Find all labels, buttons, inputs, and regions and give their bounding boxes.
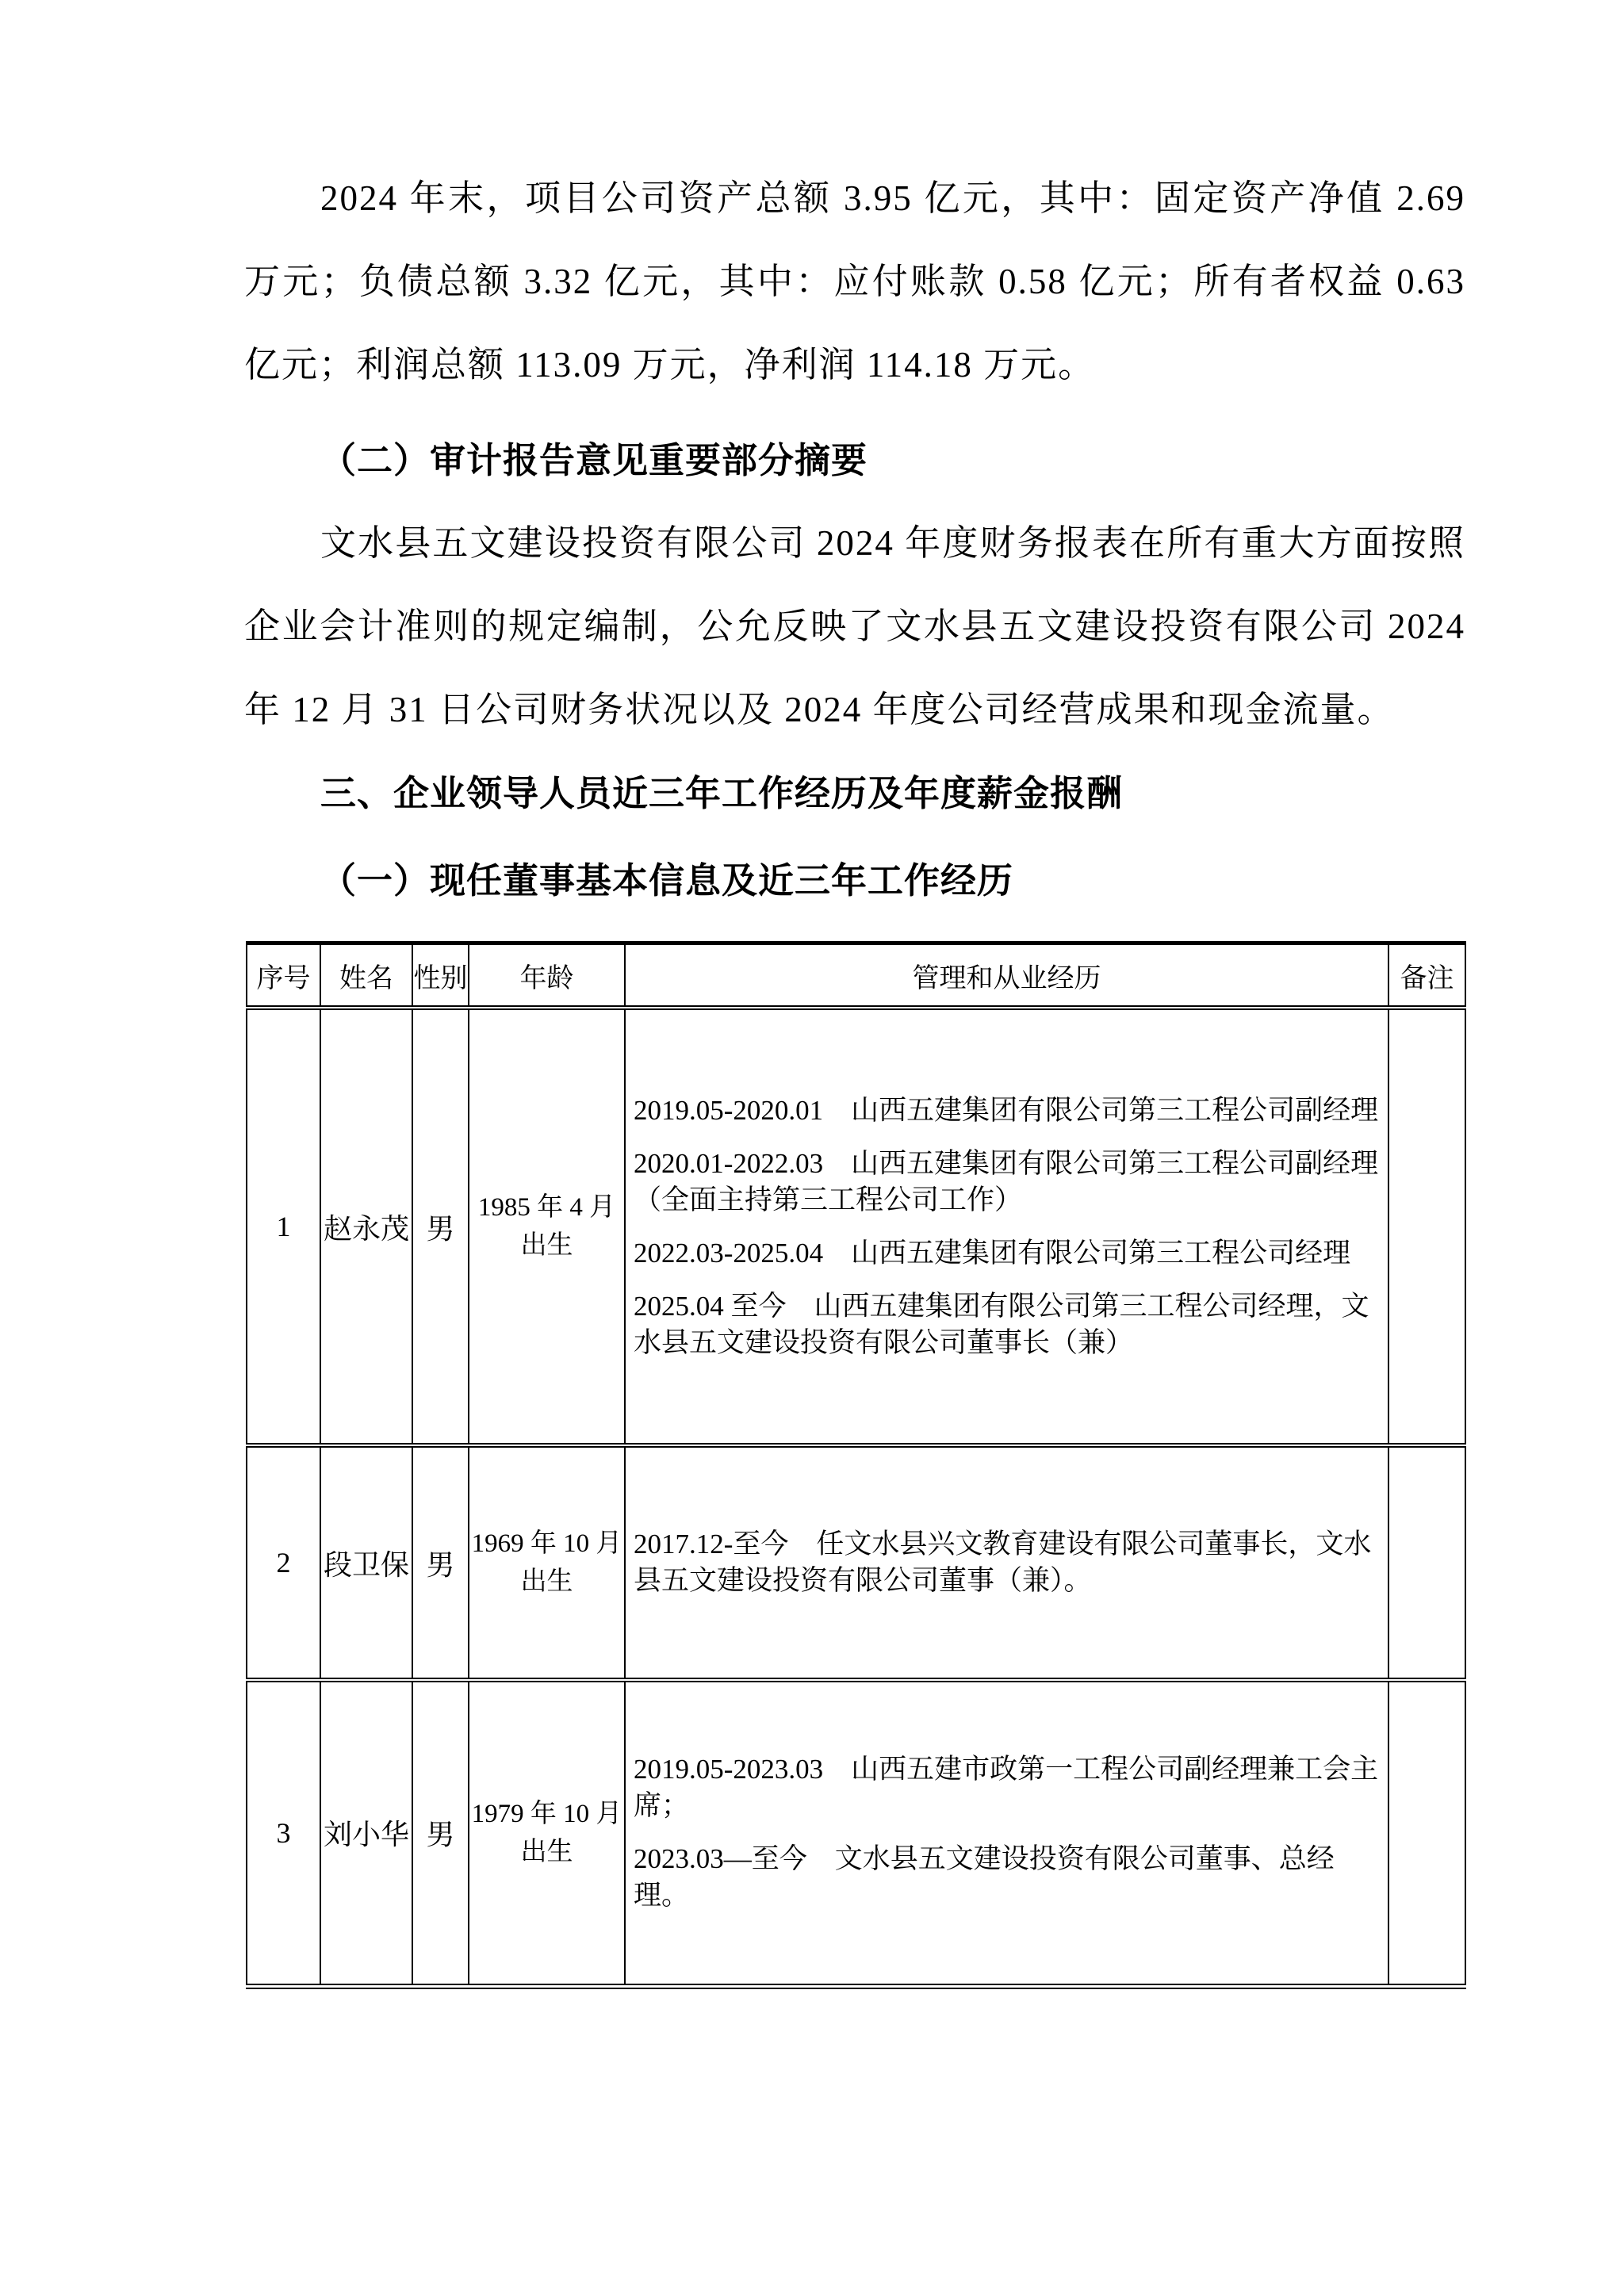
index-cell: 3 [247,1680,320,1986]
age-cell [469,1008,625,1445]
column-header-index: 序号 [247,943,320,1008]
heading-audit-opinion-summary: （二）审计报告意见重要部分摘要 [320,440,868,480]
table-row [247,1445,1465,1680]
experience-entry: 2020.01-2022.03 山西五建集团有限公司第三工程公司副经理（全面主持第三工程公司工作） [634,1147,1379,1215]
remark-cell [1388,1445,1465,1680]
age-line: 1969 年 10 月 [471,1529,622,1558]
age-cell [469,1445,625,1680]
remark-cell [1388,1680,1465,1986]
column-header-name: 姓名 [320,943,412,1008]
directors-table [246,941,1466,1989]
name-cell: 刘小华 [320,1680,412,1986]
column-header-experience: 管理和从业经历 [625,943,1388,1008]
name-cell: 赵永茂 [320,1008,412,1445]
age-line: 1985 年 4 月 [477,1193,616,1222]
column-header-age: 年龄 [469,943,625,1008]
age-line: 出生 [520,1837,573,1866]
table-row [247,1008,1465,1445]
gender-cell: 男 [412,1008,469,1445]
experience-cell [625,1680,1388,1986]
table-header-row [247,943,1465,1008]
age-line: 1979 年 10 月 [471,1799,622,1828]
column-header-gender: 性别 [412,943,469,1008]
experience-entry: 2019.05-2020.01 山西五建集团有限公司第三工程公司副经理 [634,1094,1379,1126]
experience-cell [625,1445,1388,1680]
age-line: 出生 [520,1567,573,1596]
experience-entry: 2017.12-至今 任文水县兴文教育建设有限公司董事长，文水县五文建设投资有限公司董事（兼）。 [634,1529,1372,1596]
index-cell: 1 [247,1008,320,1445]
experience-entry: 2019.05-2023.03 山西五建市政第一工程公司副经理兼工会主席； [634,1754,1379,1822]
name-cell: 段卫保 [320,1445,412,1680]
experience-entry: 2022.03-2025.04 山西五建集团有限公司第三工程公司经理 [634,1237,1351,1269]
gender-cell: 男 [412,1680,469,1986]
experience-entry: 2023.03—至今 文水县五文建设投资有限公司董事、总经理。 [634,1843,1335,1911]
heading-section-three-leaders: 三、企业领导人员近三年工作经历及年度薪金报酬 [320,773,1124,813]
remark-cell [1388,1008,1465,1445]
column-header-remark: 备注 [1388,943,1465,1008]
age-cell [469,1680,625,1986]
experience-cell [625,1008,1388,1445]
index-cell: 2 [247,1445,320,1680]
heading-current-directors: （一）现任董事基本信息及近三年工作经历 [320,860,1014,901]
gender-cell: 男 [412,1445,469,1680]
table-row [247,1680,1465,1986]
page-content [244,0,1465,1989]
financial-summary-paragraph: 2024 年末，项目公司资产总额 3.95 亿元，其中：固定资产净值 2.69 万元；负债总额 3.32 亿元，其中：应付账款 0.58 亿元；所有者权益 0.63 亿元；利润总额 113.09 万元，净利润 114.18 万元。 [244,178,1465,385]
age-line: 出生 [520,1231,573,1260]
audit-opinion-paragraph: 文水县五文建设投资有限公司 2024 年度财务报表在所有重大方面按照企业会计准则的规定编制，公允反映了文水县五文建设投资有限公司 2024 年 12 月 31 日公司财务状况以及 2024 年度公司经营成果和现金流量。 [244,523,1465,729]
experience-entry: 2025.04 至今 山西五建集团有限公司第三工程公司经理，文水县五文建设投资有限公司董事长（兼） [634,1290,1369,1358]
